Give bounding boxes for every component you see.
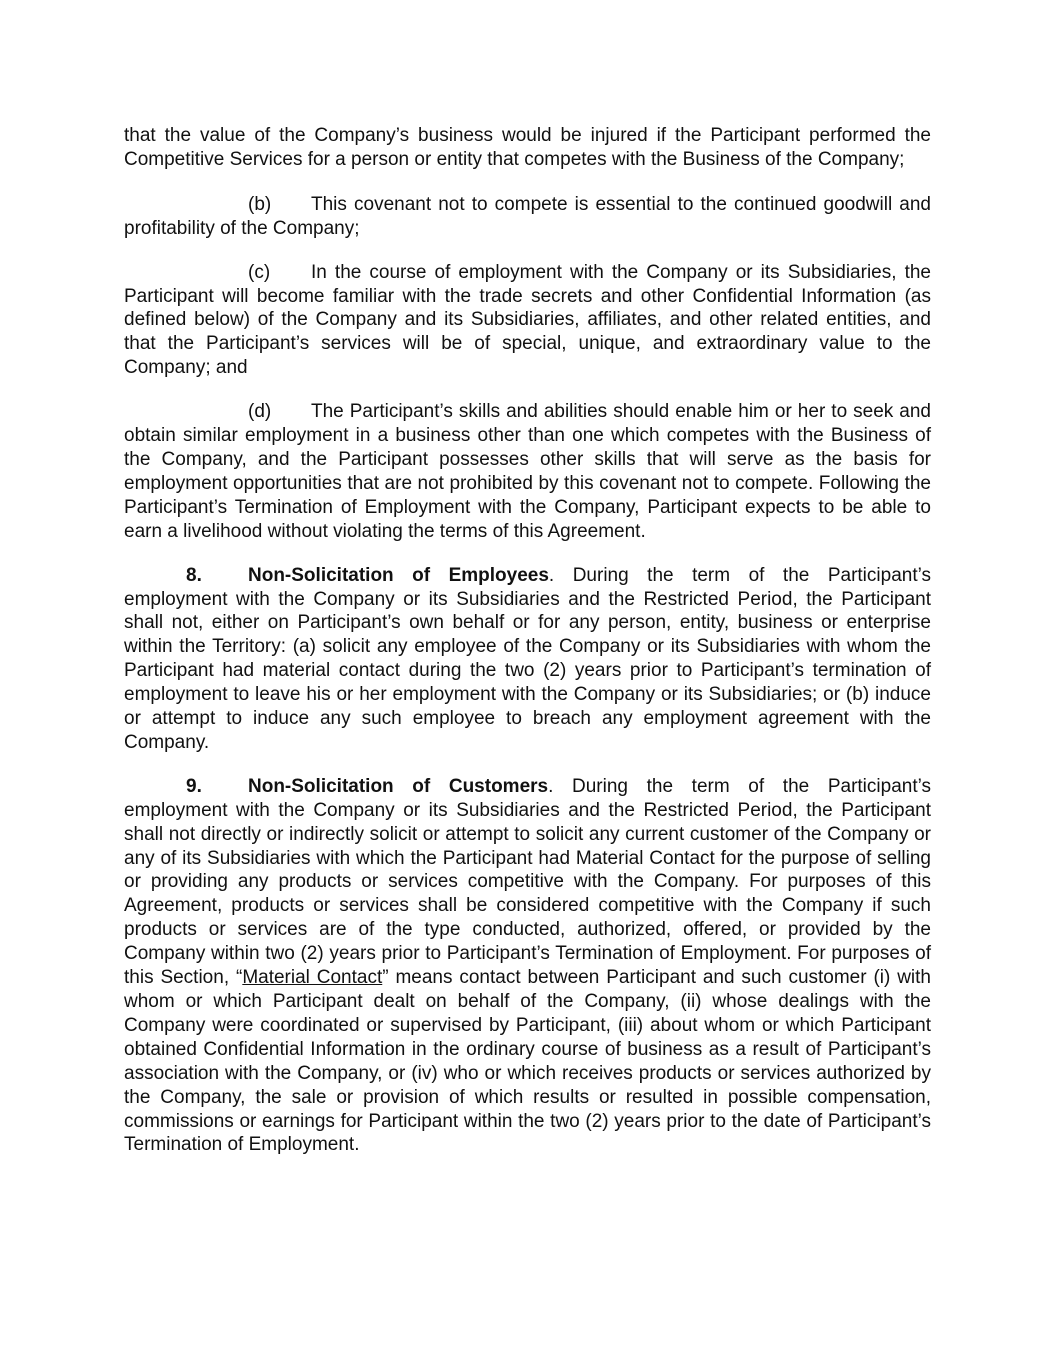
- section-8-text: . During the term of the Participant’s employment with the Company or its Subsidiaries and the Restricted Period, the Participant shall not, either on Participant’s own behalf or for any person, entity, business or enterprise within the Territory: (a) solicit any employee of the Company or its Subsidiaries with whom the Participant had material contact during the two (2) years prior to Participant’s termination of employment to leave his or her employment with the Company or its Subsidiaries; or (b) induce or attempt to induce any such employee to breach any employment agreement with the Company.: [124, 564, 931, 753]
- paragraph-c-label: (c): [248, 261, 271, 283]
- document-page: [124, 124, 931, 1177]
- paragraph-c: [124, 261, 931, 381]
- paragraph-b-label: (b): [248, 193, 272, 215]
- section-9: [124, 775, 931, 1158]
- section-8-number: 8.: [186, 564, 202, 586]
- section-9-number: 9.: [186, 775, 202, 797]
- section-8-title: Non-Solicitation of Employees: [248, 564, 549, 586]
- defined-term-material-contact: Material Contact: [242, 967, 383, 989]
- section-9-text-part-1: . During the term of the Participant’s employment with the Company or its Subsidiaries and the Restricted Period, the Participant shall not directly or indirectly solicit or attempt to solicit any current customer of the Company or any of its Subsidiaries with which the Participant had Material Contact for the purpose of selling or providing any products or services competitive with the Company. For purposes of this Agreement, products or services shall be considered competitive with the Company if such products or services are of the type conducted, authorized, offered, or provided by the Company within two (2) years prior to Participant’s Termination of Employment. For purposes of this Section, “: [124, 775, 931, 989]
- paragraph-d-text: The Participant’s skills and abilities should enable him or her to seek and obtain similar employment in a business other than one which competes with the Business of the Company, and the Participant possesses other skills that will serve as the basis for employment opportunities that are not prohibited by this covenant not to compete. Following the Participant’s Termination of Employment with the Company, Participant expects to be able to earn a livelihood without violating the terms of this Agreement.: [124, 401, 931, 542]
- section-9-title: Non-Solicitation of Customers: [248, 775, 549, 797]
- paragraph-d: [124, 400, 931, 543]
- paragraph-b-text: This covenant not to compete is essential to the continued goodwill and profitability of the Company;: [124, 193, 931, 239]
- paragraph-c-text: In the course of employment with the Company or its Subsidiaries, the Participant will become familiar with the trade secrets and other Confidential Information (as defined below) of the Company and its Subsidiaries, affiliates, and other related entities, and that the Participant’s services will be of special, unique, and extraordinary value to the Company; and: [124, 261, 931, 379]
- paragraph-b: [124, 193, 931, 241]
- section-8: [124, 564, 931, 755]
- paragraph-intro-text: that the value of the Company’s business would be injured if the Participant performed the Competitive Services for a person or entity that competes with the Business of the Company;: [124, 125, 931, 170]
- paragraph-d-label: (d): [248, 401, 272, 423]
- section-9-text-part-2: ” means contact between Participant and such customer (i) with whom or which Participant dealt on behalf of the Company, (ii) whose dealings with the Company were coordinated or supervised by Participant, (iii) about whom or which Participant obtained Confidential Information in the ordinary course of business as a result of Participant’s association with the Company, or (iv) who or which receives products or services authorized by the Company, the sale or provision of which results or resulted in possible compensation, commissions or earnings for Participant within the two (2) years prior to the date of Participant’s Termination of Employment.: [124, 967, 931, 1156]
- paragraph-intro: [124, 124, 931, 172]
